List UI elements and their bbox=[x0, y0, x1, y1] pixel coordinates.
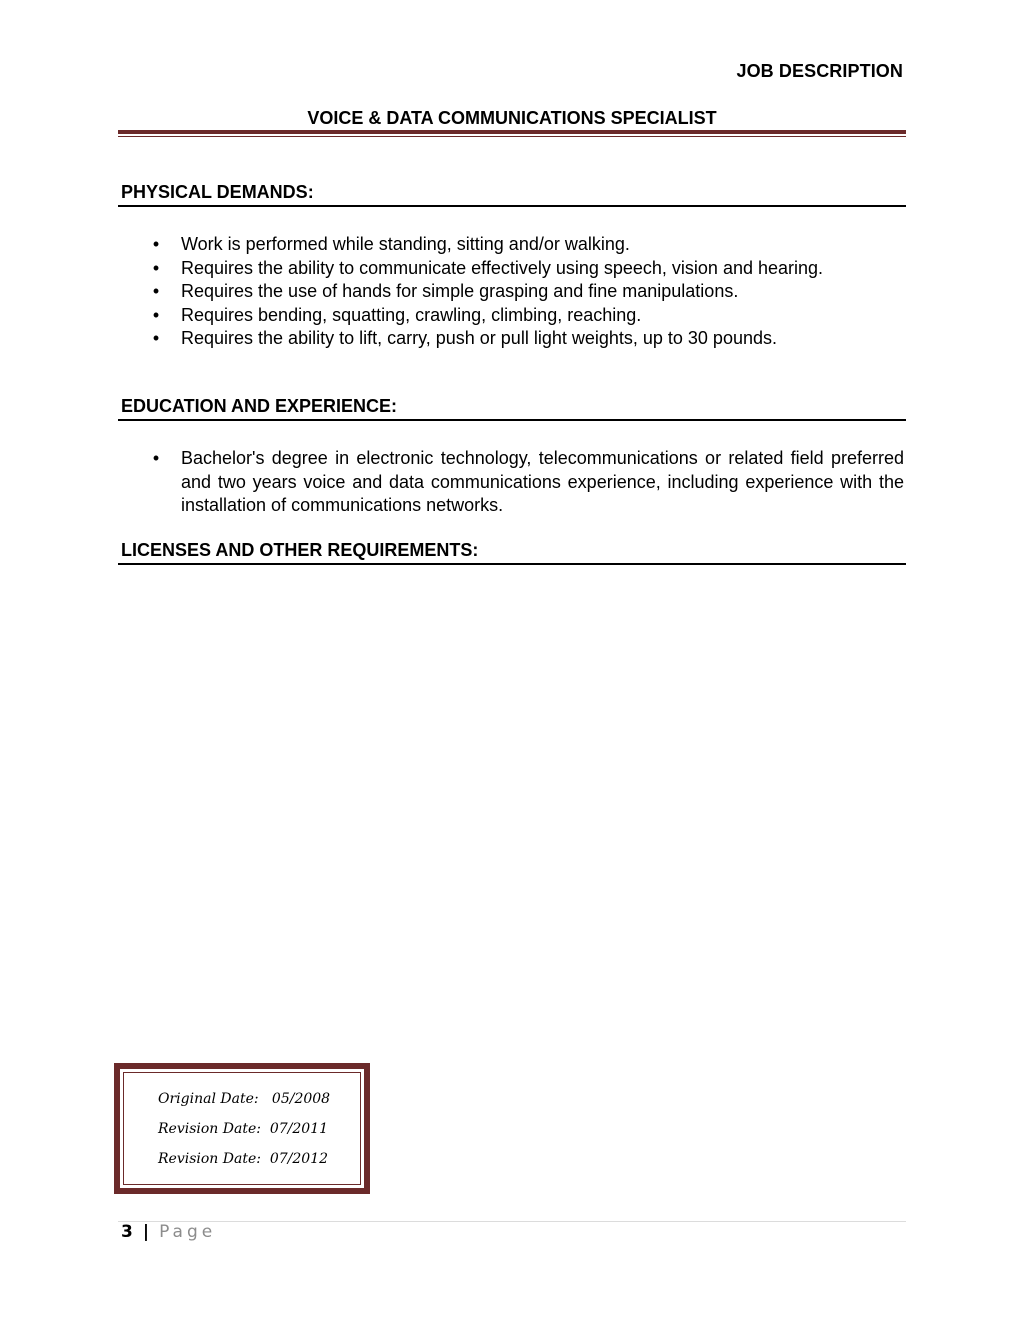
header-divider-thin bbox=[118, 136, 906, 137]
page-label: Page bbox=[159, 1222, 217, 1242]
list-item: • Bachelor's degree in electronic technology, telecommunications or related field preferred and two years voice and data communications experience, including experience with the installation of communications networks. bbox=[150, 447, 904, 518]
page-footer bbox=[121, 1222, 216, 1242]
job-title: VOICE & DATA COMMUNICATIONS SPECIALIST bbox=[307, 108, 717, 128]
revision-date-1: Revision Date: 07/2011 bbox=[158, 1121, 329, 1137]
list-item: • Requires the ability to communicate effectively using speech, vision and hearing. bbox=[150, 257, 904, 281]
document-type-title: JOB DESCRIPTION bbox=[736, 61, 903, 81]
revision-date-2: Revision Date: 07/2012 bbox=[158, 1151, 329, 1167]
bullet-icon: • bbox=[152, 234, 160, 254]
section-heading-education-experience: EDUCATION AND EXPERIENCE: bbox=[118, 396, 906, 421]
physical-demands-list bbox=[150, 233, 904, 351]
section-heading-physical-demands: PHYSICAL DEMANDS: bbox=[118, 182, 906, 207]
education-experience-list bbox=[150, 447, 904, 518]
header-divider-thick bbox=[118, 130, 906, 134]
list-item: • Requires the ability to lift, carry, push or pull light weights, up to 30 pounds. bbox=[150, 327, 904, 351]
footer-separator: | bbox=[142, 1222, 150, 1242]
bullet-icon: • bbox=[152, 257, 160, 278]
bullet-icon: • bbox=[152, 281, 160, 301]
revision-dates-box bbox=[114, 1063, 370, 1194]
header-divider bbox=[118, 130, 906, 138]
bullet-icon: • bbox=[152, 304, 160, 325]
footer-divider bbox=[118, 1221, 906, 1222]
original-date: Original Date: 05/2008 bbox=[158, 1091, 331, 1107]
list-item: • Requires bending, squatting, crawling, climbing, reaching. bbox=[150, 304, 904, 328]
section-heading-licenses-requirements: LICENSES AND OTHER REQUIREMENTS: bbox=[118, 540, 906, 565]
list-item: • Requires the use of hands for simple grasping and fine manipulations. bbox=[150, 280, 904, 304]
list-item: • Work is performed while standing, sitting and/or walking. bbox=[150, 233, 904, 257]
bullet-icon: • bbox=[152, 448, 160, 468]
page-number: 3 bbox=[121, 1222, 133, 1242]
bullet-icon: • bbox=[152, 328, 160, 348]
